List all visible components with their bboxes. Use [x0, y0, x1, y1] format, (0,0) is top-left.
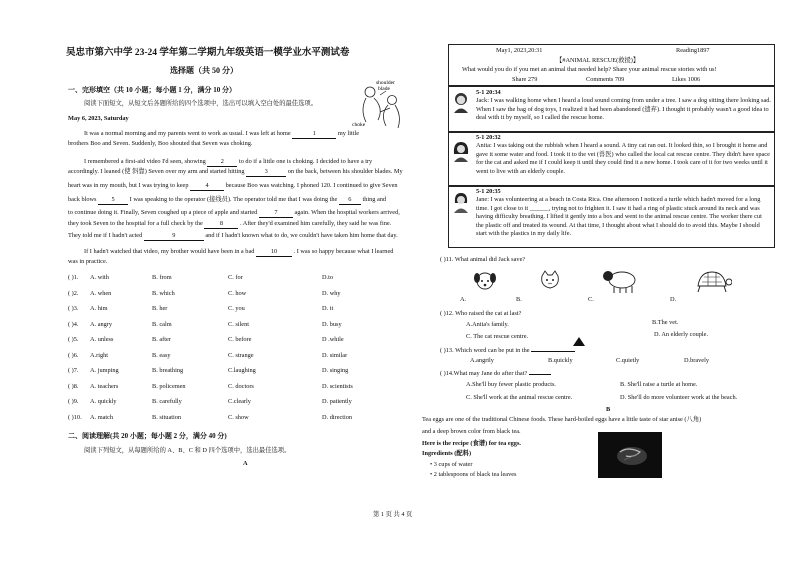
label-blade: blade	[378, 86, 390, 92]
q12-option-d: D. An elderly couple.	[654, 331, 709, 338]
blank-4: 4	[190, 182, 224, 191]
question-13: ( )13. Which word can be put in the	[440, 347, 575, 354]
header-date: May1, 2023,20:31	[496, 47, 543, 54]
question-11: ( )11. What animal did Jack save?	[440, 256, 526, 263]
sheep-icon	[602, 266, 640, 294]
avatar-jane-icon	[452, 191, 470, 213]
blank-9: 9	[144, 232, 204, 241]
q13-option-b: B.quickly	[548, 357, 573, 364]
passage-line-8: they took Seven to the hospital for a full check by the 8 . After they'd examined him carefully, they said he was fine.	[68, 220, 392, 227]
page-footer: 第 1 页 共 4 页	[373, 511, 413, 518]
recipe-title: Here is the recipe (食谱) for tea eggs.	[422, 440, 521, 447]
cat-icon	[538, 270, 562, 294]
blank-7: 7	[259, 209, 293, 218]
cloze-date: May 6, 2023, Saturday	[68, 115, 129, 122]
avatar-jack-icon	[452, 91, 470, 113]
q14-option-c: C. She'll work at the animal rescue centre.	[466, 394, 573, 401]
blank-1: 1	[292, 130, 336, 139]
cloze-options: ( )1. A. with B. from C. for D.to ( )2. A. when B. which C. how D. why ( )3. A. him B. her C. you D. it ( )4. A. angry B. calm C. silent D. busy ( )5. A. unless B. after C. before D .while ( )6. A.right B. easy C. strange D. similar ( )7. A. jumping B. breathing C.laughing D. singing ( )8. A. teachers B. policemen C. doctors D. scientists ( )9. A. quickly B. carefully C.clearly D. patiently ( )10. A. match B. situation C. show D. direction	[68, 274, 353, 421]
q12-option-b: B.The vet.	[652, 319, 679, 326]
passage-line-4: accordingly. I leaned (使 斜靠) Seven over my arm and started hitting 3 on the back, between his shoulder blades. My	[68, 168, 403, 175]
choking-illustration	[350, 78, 412, 132]
tea-egg-photo	[598, 432, 662, 478]
b-intro-line-1: Tea eggs are one of the traditional Chinese foods. These hard-boiled eggs have a little taste of star anise (八角)	[422, 416, 702, 423]
q12-option-c: C. The cat rescue centre.	[466, 333, 529, 340]
likes-count: Likes 1006	[672, 76, 701, 83]
header-reading: Reading1897	[676, 47, 710, 54]
question-14: ( )14.What may Jane do after that?	[440, 370, 551, 377]
section-b-label: B	[606, 406, 611, 413]
q13-option-c: C.quietly	[616, 357, 640, 364]
dog-icon	[472, 270, 498, 294]
question-12: ( )12. Who raised the cat at last?	[440, 310, 522, 317]
turtle-icon	[692, 268, 732, 294]
q13-option-d: D.bravely	[684, 357, 710, 364]
passage-line-1: It was a normal morning and my parents went to work as usual. I was left at home 1 my little	[84, 130, 360, 137]
q14-blank	[529, 374, 551, 375]
q11-choice-d: D.	[670, 296, 677, 303]
comments-count: Comments 709	[586, 76, 625, 83]
q11-choice-a: A.	[460, 296, 467, 303]
passage-line-2: brothers Boo and Seven. Suddenly, Boo shouted that Seven was choking.	[68, 140, 253, 147]
part2-heading: 二、阅读理解(共 20 小题；每小题 2 分，满分 40 分)	[68, 432, 227, 440]
passage-line-5: heart was in my mouth, but I was trying to keep 4 because Boo was watching. I phoned 120. I continued to give Seven	[68, 182, 398, 189]
q13-option-a: A.angrily	[470, 357, 494, 364]
passage-line-3: I remembered a first-aid video I'd seen, showing 2 to do if a little one is choking. I decided to have a try	[84, 158, 373, 165]
share-count: Share 279	[512, 76, 538, 83]
blank-6: 6	[339, 196, 361, 205]
b-intro-line-2: and a deep brown color from black tea.	[422, 428, 521, 435]
section-title: 选择题（共 50 分）	[170, 66, 238, 75]
triangle-mark-icon	[573, 337, 585, 346]
ingredient-2: • 2 tablespoons of black tea leaves	[430, 471, 517, 478]
passage-line-7: to continue doing it. Finally, Seven coughed up a piece of apple and started 7 again. When the hospital workers arrived,	[68, 209, 400, 216]
label-shoulder: shoulder	[376, 80, 395, 86]
q11-choice-c: C.	[588, 296, 594, 303]
avatar-anita-icon	[452, 140, 470, 162]
label-choke: choke	[352, 122, 366, 128]
q12-option-a: A.Anita's family.	[466, 321, 509, 328]
post-anita-text: Anita: I was taking out the rubbish when I heard a sound. A tiny cat ran out. It looked thin, so I brought it home and gave it some water and food. I took it to the vet (兽医) who called the local cat rescue centre. They didn't have space for the cat and asked me if I could keep it until they could find it a new home. I took care of it for two weeks until it went to live with an elderly couple.	[476, 142, 770, 175]
topic-prompt: What would you do if you met an animal that needed help? Share your animal rescue stories with us!	[462, 66, 717, 73]
topic-tag: 【#ANIMAL RESCUE(救援)】	[556, 57, 640, 64]
blank-8: 8	[204, 220, 238, 229]
blank-3: 3	[246, 168, 286, 177]
passage-line-6: back blows 5 I was speaking to the operator (接线员). The operator told me that I was doing the 6 thing and	[68, 196, 387, 203]
exam-title: 吴忠市第六中学 23-24 学年第二学期九年级英语一模学业水平测试卷	[66, 48, 350, 58]
q11-choice-b: B.	[516, 296, 522, 303]
blank-5: 5	[98, 196, 128, 205]
ingredients-title: Ingredients (配料)	[422, 450, 472, 457]
part2-label-a: A	[243, 460, 248, 467]
part1-instruction: 阅读下面短文，从短文后各题所给的四个选项中，选出可以填入空白处的最佳选项。	[84, 100, 317, 107]
post-jack-text: Jack: I was walking home when I heard a loud sound coming from under a tree. I saw a dog sitting there looking sad. When I saw the bag of dog toys, I realized it had been abandoned (遗弃). I thought it probably wasn't a good idea to deal with it by myself, so I called the rescue home.	[476, 97, 772, 122]
q13-blank	[531, 351, 575, 352]
passage-line-9: They told me if I hadn't acted 9 and if I hadn't known what to do, we couldn't have taken him home that day.	[68, 232, 398, 239]
post-jack-time: 5-1 20:34	[476, 89, 501, 96]
post-jane-text: Jane: I was volunteering at a beach in Costa Rica. One afternoon I noticed a turtle which hadn't moved for a long time. I got close to it ______, trying not to frighten it. I saw it had a ring of plastic stuck around its neck and was having difficulty breathing. I lifted it gently into a box and went to the animal rescue centre. The worker there cut the plastic off and treated its wound. At that time, I thought about what I should do to avoid this. Maybe I should start with the plastics in my daily life.	[476, 196, 762, 238]
post-anita-time: 5-1 20:32	[476, 134, 501, 141]
q14-option-d: D. She'll do more volunteer work at the beach.	[620, 394, 738, 401]
passage-line-11: was in practice.	[68, 258, 108, 265]
q11-picture-choices	[460, 266, 760, 306]
blank-2: 2	[207, 158, 237, 167]
ingredient-1: • 3 cups of water	[430, 461, 473, 468]
part1-heading: 一、完形填空（共 10 小题；每小题 1 分，满分 10 分）	[68, 86, 236, 94]
blank-10: 10	[256, 248, 292, 257]
q14-option-b: B. She'll raise a turtle at home.	[620, 381, 698, 388]
post-jane-time: 5-1 20:35	[476, 188, 501, 195]
passage-line-10: If I hadn't watched that video, my brother would have been in a bad 10 . I was so happy because what I learned	[84, 248, 394, 255]
part2-instruction: 阅读下列短文，从每题所给的 A、B、C 和 D 四个选项中，选出最佳选项。	[84, 447, 291, 454]
q14-option-a: A.She'll buy fewer plastic products.	[466, 381, 556, 388]
